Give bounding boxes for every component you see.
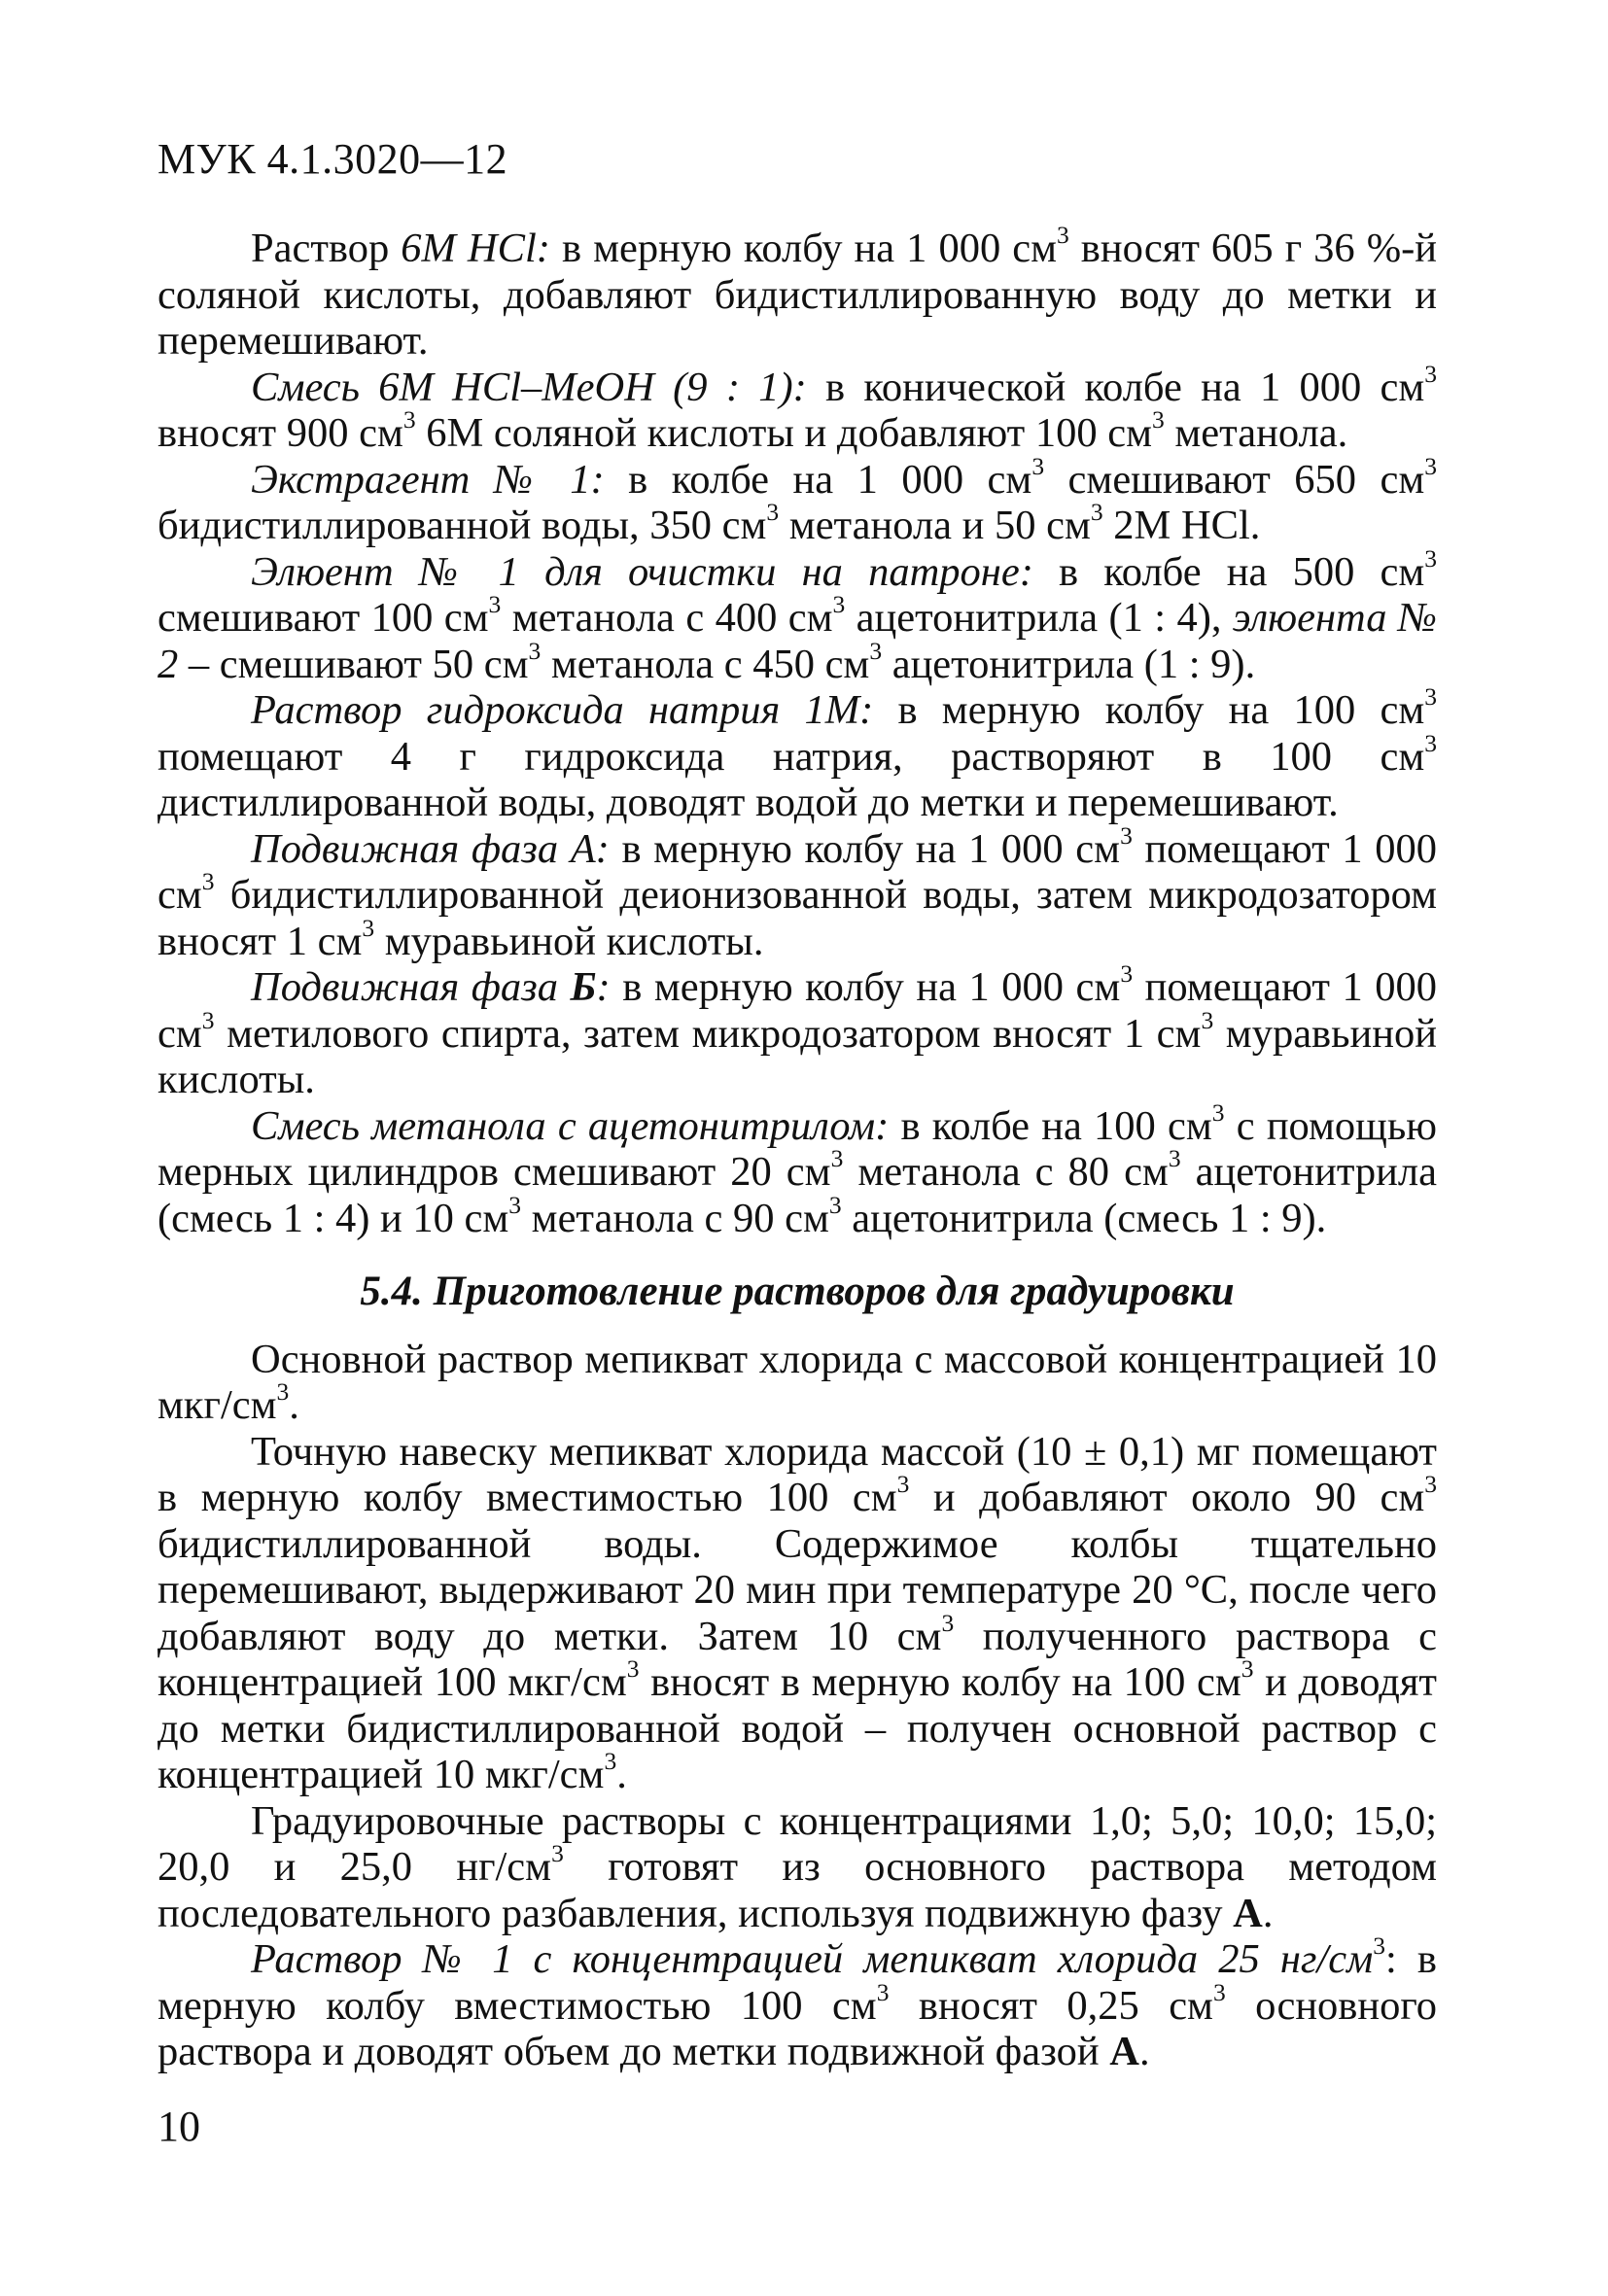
term: Экстрагент № 1: bbox=[251, 456, 605, 503]
paragraph-stock-solution: Основной раствор мепикват хлорида с массовой концентрацией 10 мкг/$см^3$. bbox=[157, 1336, 1437, 1428]
term: Подвижная фаза А: bbox=[251, 825, 610, 872]
paragraph-mobile-phase-b: Подвижная фаза Б: в мерную колбу на 1 000 $см^3$ помещают 1 000 $см^3$ метилового спирта, затем микродозатором вносят 1 $см^3$ муравьиной кислоты. bbox=[157, 958, 1437, 1102]
paragraph-mobile-phase-a: Подвижная фаза А: в мерную колбу на 1 000 $см^3$ помещают 1 000 $см^3$ бидистиллированной деионизованной воды, затем микродозатором вносят 1 $см^3$ муравьиной кислоты. bbox=[157, 820, 1437, 964]
page-number: 10 bbox=[157, 2103, 200, 2150]
paragraph-calibration-solutions: Градуировочные растворы с концентрациями 1,0; 5,0; 10,0; 15,0; 20,0 и 25,0 $нг/см^3$ готовят из основного раствора методом последовательного разбавления, используя подвижную фазу А. bbox=[157, 1797, 1437, 1936]
paragraph-stock-preparation: Точную навеску мепикват хлорида массой (10 ± 0,1) мг помещают в мерную колбу вместимостью 100 $см^3$ и добавляют около 90 $см^3$ бидистиллированной воды. Содержимое колбы тщательно перемешивают, выдерживают 20 мин при температуре 20 °С, после чего добавляют воду до метки. Затем 10 $см^3$ полученного раствора с концентрацией 100 мкг/$см^3$ вносят в мерную колбу на 100 $см^3$ и доводят до метки бидистиллированной водой – получен основной раствор с концентрацией 10 мкг/$см^3$. bbox=[157, 1428, 1438, 1797]
paragraph-hcl-solution: Раствор 6М HCl: в мерную колбу на 1 000 $см^3$ вносят 605 г 36 %-й соляной кислоты, добавляют бидистиллированную воду до метки и перемешивают. bbox=[157, 220, 1437, 364]
page-body bbox=[157, 220, 1438, 2075]
document-header: МУК 4.1.3020—12 bbox=[157, 135, 508, 183]
term: 6М HCl: bbox=[401, 226, 550, 271]
term: Раствор № 1 с концентрацией мепикват хлорида 25 нг/см bbox=[251, 1936, 1374, 1982]
section-title: 5.4. Приготовление растворов для градуировки bbox=[360, 1269, 1235, 1314]
term: Элюент № 1 для очистки на патроне: bbox=[251, 548, 1033, 595]
term: элюента № 2 bbox=[157, 595, 1437, 687]
term-bold: Б bbox=[570, 964, 597, 1010]
paragraph-extractant-1: Экстрагент № 1: в колбе на 1 000 $см^3$ смешивают 650 $см^3$ бидистиллированной воды, 350 $см^3$ метанола и 50 $см^3$ 2М HCl. bbox=[157, 451, 1438, 548]
paragraph-eluents: Элюент № 1 для очистки на патроне: в колбе на 500 $см^3$ смешивают 100 $см^3$ метанола с 400 $см^3$ ацетонитрила (1 : 4), элюента № 2 – смешивают 50 $см^3$ метанола с 450 $см^3$ ацетонитрила (1 : 9). bbox=[157, 543, 1437, 687]
paragraph-naoh-solution: Раствор гидроксида натрия 1М: в мерную колбу на 100 $см^3$ помещают 4 г гидроксида натрия, растворяют в 100 $см^3$ дистиллированной воды, доводят водой до метки и перемешивают. bbox=[157, 681, 1437, 825]
term: Смесь 6М HCl–MeOH (9 : 1): bbox=[251, 364, 807, 410]
paragraph-methanol-acetonitrile-mix: Смесь метанола с ацетонитрилом: в колбе на 100 $см^3$ с помощью мерных цилиндров смешивают 20 $см^3$ метанола с 80 $см^3$ ацетонитрила (смесь 1 : 4) и 10 $см^3$ метанола с 90 $см^3$ ацетонитрила (смесь 1 : 9). bbox=[157, 1097, 1438, 1241]
term: Раствор гидроксида натрия 1М: bbox=[251, 687, 874, 733]
term: Смесь метанола с ацетонитрилом: bbox=[251, 1102, 890, 1149]
paragraph-hcl-meoh-mixture: Смесь 6М HCl–MeOH (9 : 1): в конической колбе на 1 000 $см^3$ вносят 900 $см^3$ 6М соляной кислоты и добавляют 100 $см^3$ метанола. bbox=[157, 359, 1437, 456]
paragraph-solution-1: Раствор № 1 с концентрацией мепикват хлорида 25 $нг/см^3$: в мерную колбу вместимостью 100 $см^3$ вносят 0,25 $см^3$ основного раствора и доводят объем до метки подвижной фазой А. bbox=[157, 1931, 1437, 2074]
term: Подвижная фаза bbox=[251, 964, 571, 1010]
